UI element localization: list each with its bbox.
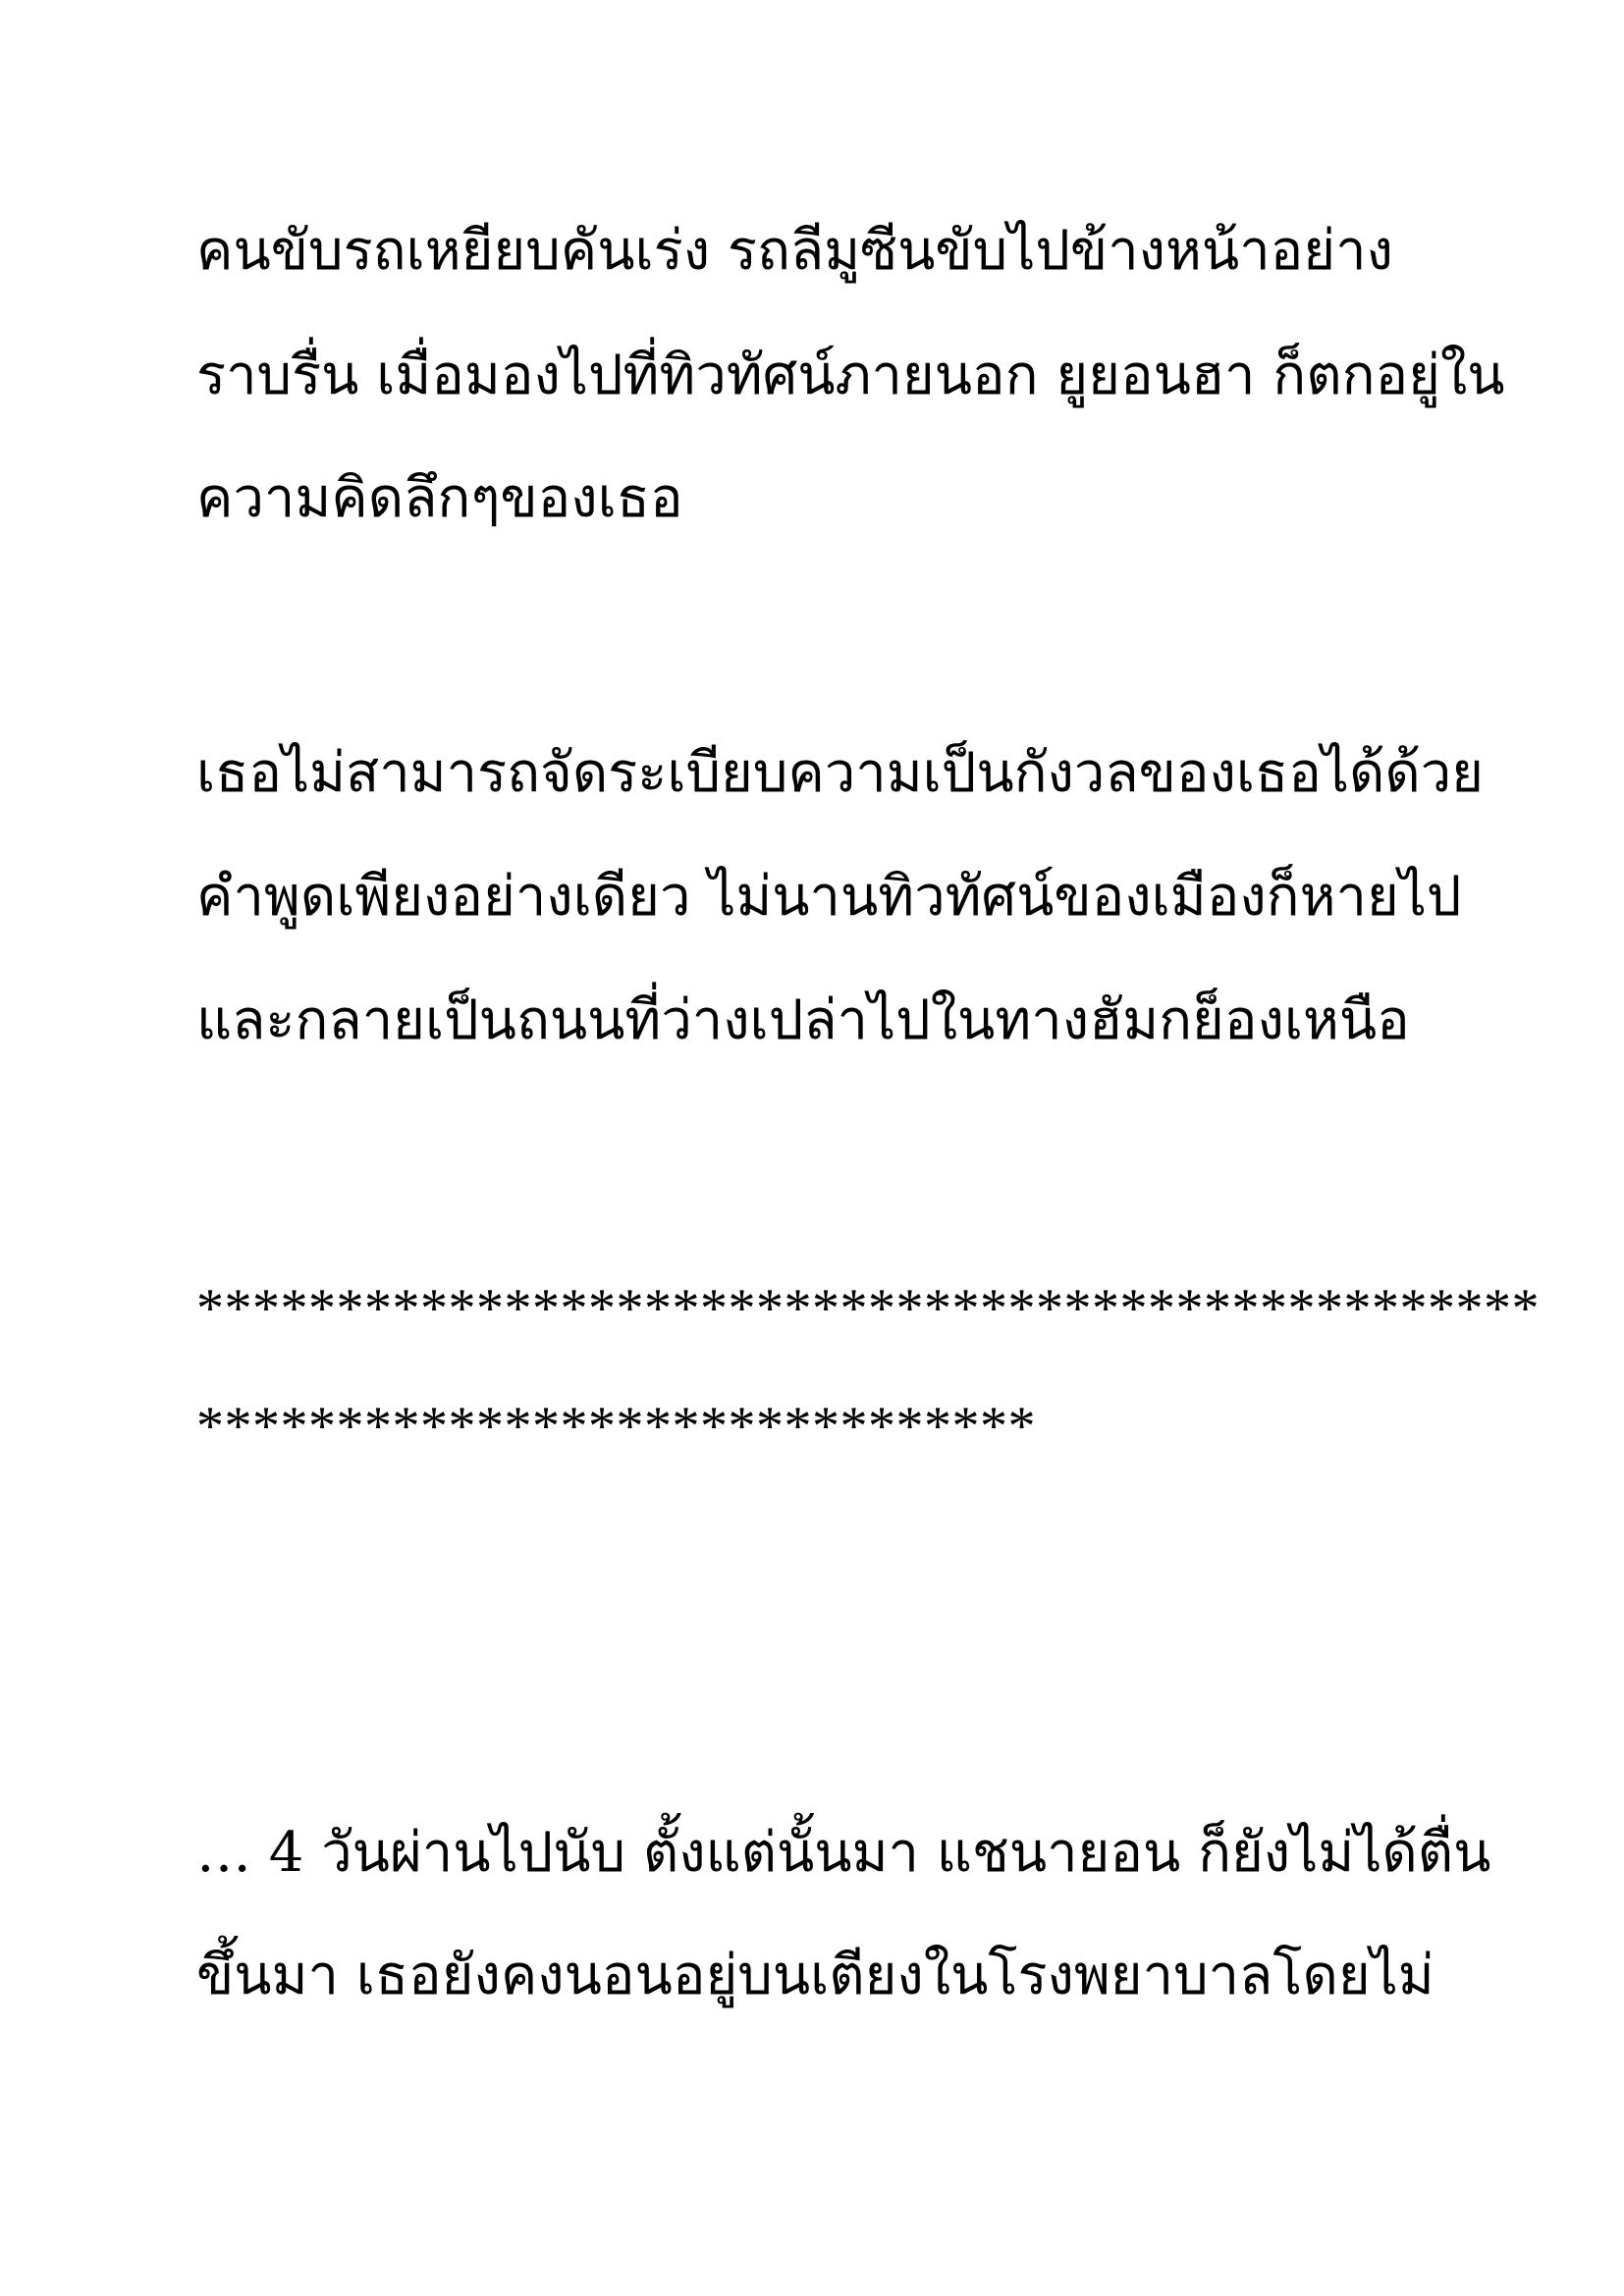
separator-stars-line-2: ****************************** (196, 1396, 1036, 1457)
separator-stars-line-1: ************************************************ (196, 1278, 1540, 1339)
paragraph-1-line-3: ความคิดลึกๆของเธอ (196, 466, 683, 530)
paragraph-2-line-2: คำพูดเพียงอย่างเดียว ไม่นานทิวทัศน์ของเมืองก็หายไป (196, 865, 1462, 929)
paragraph-2-line-3: และกลายเป็นถนนที่ว่างเปล่าไปในทางฮัมกย็องเหนือ (196, 988, 1410, 1052)
paragraph-3-line-2: ขึ้นมา เธอยังคงนอนอยู่บนเตียงในโรงพยาบาลโดยไม่ (196, 1944, 1435, 2007)
paragraph-1-line-2: ราบรื่น เมื่อมองไปที่ทิวทัศน์ภายนอก ยูยอนฮา ก็ตกอยู่ใน (196, 344, 1505, 407)
paragraph-2-line-1: เธอไม่สามารถจัดระเบียบความเป็นกังวลของเธอได้ด้วย (196, 741, 1484, 805)
paragraph-1-line-1: คนขับรถเหยียบคันเร่ง รถลีมูซีนขับไปข้างหน้าอย่าง (196, 219, 1393, 283)
paragraph-3-line-1: … 4 วันผ่านไปนับ ตั้งแต่นั้นมา แชนายอน ก็ยังไม่ได้ตื่น (196, 1821, 1491, 1885)
